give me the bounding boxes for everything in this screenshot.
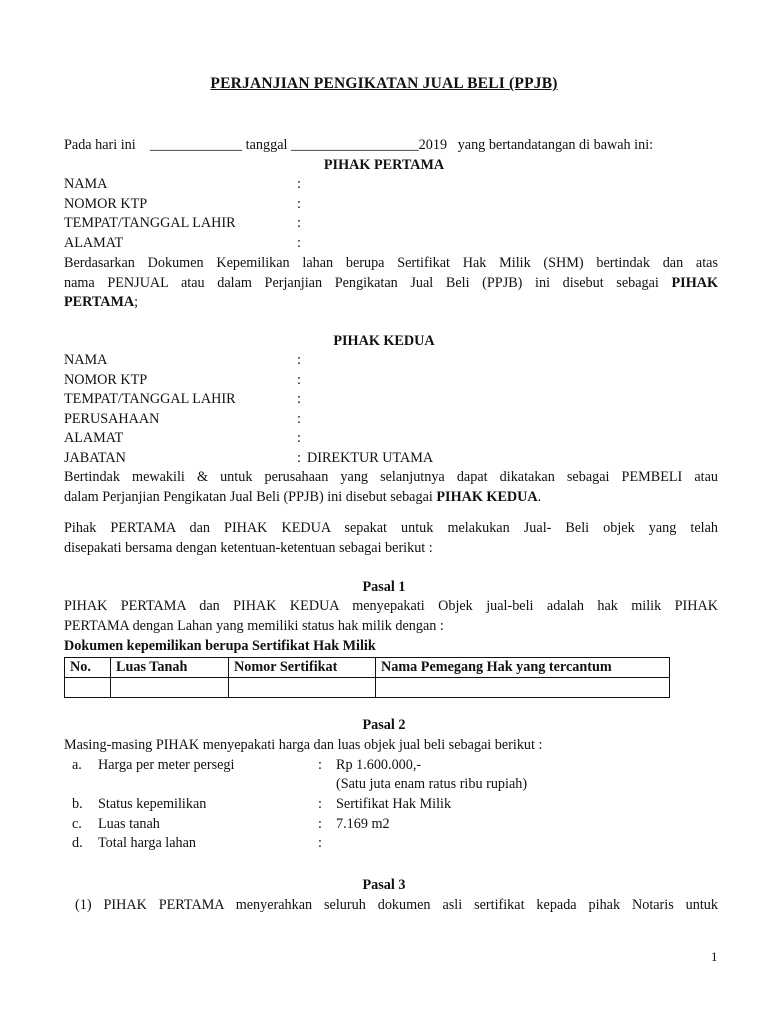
field-colon: : — [297, 430, 301, 446]
pp-field-ttl — [64, 215, 307, 232]
field-colon: : — [297, 215, 301, 231]
item-colon: : — [318, 835, 322, 851]
item-value: Rp 1.600.000,- — [336, 757, 422, 773]
intro-text-3: yang bertandatangan di bawah ini: — [457, 137, 654, 153]
field-colon: : — [297, 196, 301, 212]
table-row — [65, 678, 670, 698]
pk-paragraph-end: . — [537, 489, 542, 505]
pp-field-nama — [64, 176, 307, 193]
intro-text-2: tanggal — [245, 137, 288, 153]
document-title: PERJANJIAN PENGIKATAN JUAL BELI (PPJB) — [210, 75, 558, 92]
pk-paragraph-text: dalam Perjanjian Pengikatan Jual Beli (PPJB) ini disebut sebagai — [64, 489, 433, 505]
field-value: DIREKTUR UTAMA — [307, 450, 434, 466]
table-header-row — [65, 658, 670, 678]
field-label: NOMOR KTP — [64, 372, 148, 388]
pasal-1-line-1: PIHAK PERTAMA dan PIHAK KEDUA menyepakati Objek jual-beli adalah hak milik PIHAK — [64, 598, 718, 614]
pasal-2-item-a — [64, 757, 421, 774]
certificate-table — [64, 657, 670, 698]
pk-field-alamat — [64, 430, 307, 447]
item-label: Luas tanah — [98, 816, 160, 832]
table-header-nomor: Nomor Sertifikat — [229, 658, 376, 678]
field-colon: : — [297, 372, 301, 388]
pp-paragraph-line-1: Berdasarkan Dokumen Kepemilikan lahan berupa Sertifikat Hak Milik (SHM) bertindak dan atas — [64, 255, 718, 271]
pp-paragraph-bold: PIHAK — [671, 275, 719, 291]
agreement-line-2: disepakati bersama dengan ketentuan-ketentuan sebagai berikut : — [64, 540, 433, 556]
field-label: NAMA — [64, 176, 108, 192]
table-cell — [65, 678, 111, 698]
pasal-3-line-1: (1) PIHAK PERTAMA menyerahkan seluruh dokumen asli sertifikat kepada pihak Notaris untuk — [75, 897, 718, 913]
table-cell — [111, 678, 229, 698]
pasal-2-item-b — [64, 796, 451, 813]
pk-paragraph-line-1: Bertindak mewakili & untuk perusahaan yang selanjutnya dapat dikatakan sebagai PEMBELI atau — [64, 469, 718, 485]
field-label: NAMA — [64, 352, 108, 368]
table-header-luas: Luas Tanah — [111, 658, 229, 678]
field-label: PERUSAHAAN — [64, 411, 160, 427]
pp-paragraph-text: nama PENJUAL atau dalam Perjanjian Pengikatan Jual Beli (PPJB) ini disebut sebagai — [64, 275, 659, 291]
item-colon: : — [318, 757, 322, 773]
pasal-2-heading: Pasal 2 — [362, 717, 406, 733]
pk-paragraph-line-2 — [64, 489, 541, 506]
field-colon: : — [297, 235, 301, 251]
item-label: Status kepemilikan — [98, 796, 207, 812]
field-colon: : — [297, 450, 301, 466]
pasal-2-item-a-words — [64, 776, 527, 793]
page-number: 1 — [711, 949, 718, 964]
agreement-line-1: Pihak PERTAMA dan PIHAK KEDUA sepakat untuk melakukan Jual- Beli objek yang telah — [64, 520, 718, 536]
pp-paragraph-line-2 — [64, 275, 718, 292]
pihak-pertama-heading: PIHAK PERTAMA — [323, 157, 445, 173]
pp-paragraph-bold-2: PERTAMA — [64, 294, 135, 310]
field-colon: : — [297, 411, 301, 427]
item-value: 7.169 m2 — [336, 816, 390, 832]
pihak-kedua-heading: PIHAK KEDUA — [333, 333, 435, 349]
item-value: (Satu juta enam ratus ribu rupiah) — [336, 776, 528, 792]
pasal-3-heading: Pasal 3 — [362, 877, 406, 893]
item-letter: a. — [72, 757, 82, 773]
item-letter: b. — [72, 796, 83, 812]
pk-field-ktp — [64, 372, 307, 389]
pasal-2-item-d — [64, 835, 336, 852]
field-colon: : — [297, 176, 301, 192]
field-label: ALAMAT — [64, 235, 124, 251]
field-label: JABATAN — [64, 450, 126, 466]
intro-blank-date: __________________2019 — [290, 137, 448, 153]
item-label: Total harga lahan — [98, 835, 197, 851]
pk-field-perusahaan — [64, 411, 307, 428]
item-letter: d. — [72, 835, 83, 851]
field-label: ALAMAT — [64, 430, 124, 446]
pk-field-jabatan — [64, 450, 433, 467]
item-label: Harga per meter persegi — [98, 757, 235, 773]
intro-line — [64, 137, 653, 154]
pk-field-nama — [64, 352, 307, 369]
item-letter: c. — [72, 816, 82, 832]
item-value: Sertifikat Hak Milik — [336, 796, 452, 812]
pasal-1-line-2: PERTAMA dengan Lahan yang memiliki status hak milik dengan : — [64, 618, 444, 634]
pk-paragraph-bold: PIHAK KEDUA — [436, 489, 538, 505]
table-header-pemegang: Nama Pemegang Hak yang tercantum — [376, 658, 670, 678]
pp-paragraph-end: ; — [134, 294, 139, 310]
item-colon: : — [318, 796, 322, 812]
pp-field-ktp — [64, 196, 307, 213]
pp-field-alamat — [64, 235, 307, 252]
pk-field-ttl — [64, 391, 307, 408]
item-colon: : — [318, 816, 322, 832]
pp-paragraph-line-3 — [64, 294, 138, 311]
pasal-2-intro: Masing-masing PIHAK menyepakati harga dan luas objek jual beli sebagai berikut : — [64, 737, 543, 753]
pasal-2-item-c — [64, 816, 390, 833]
field-colon: : — [297, 352, 301, 368]
table-cell — [229, 678, 376, 698]
intro-blank-day: _____________ — [149, 137, 243, 153]
table-header-no: No. — [65, 658, 111, 678]
pasal-1-subheading: Dokumen kepemilikan berupa Sertifikat Hak Milik — [64, 638, 376, 654]
field-label: TEMPAT/TANGGAL LAHIR — [64, 215, 236, 231]
field-label: NOMOR KTP — [64, 196, 148, 212]
intro-text-1: Pada hari ini — [64, 137, 136, 153]
table-cell — [376, 678, 670, 698]
pasal-1-heading: Pasal 1 — [362, 579, 406, 595]
field-label: TEMPAT/TANGGAL LAHIR — [64, 391, 236, 407]
field-colon: : — [297, 391, 301, 407]
